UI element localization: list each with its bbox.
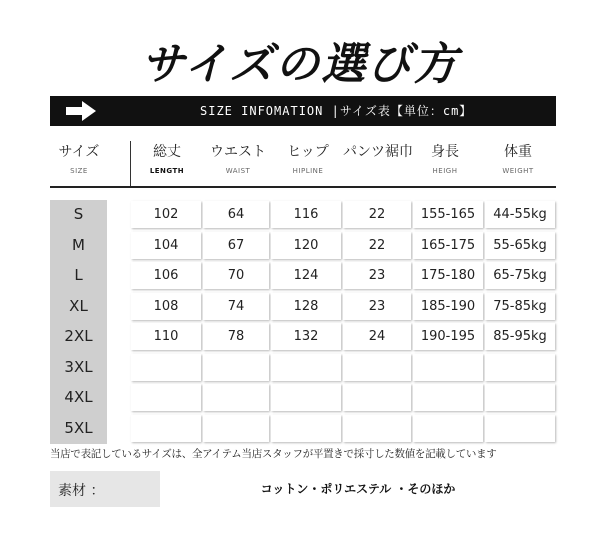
material-row (50, 471, 556, 507)
table-cell (203, 415, 269, 442)
cell-value: 85-95kg (493, 329, 547, 344)
cell-value: 65-75kg (493, 268, 547, 283)
cell-value: 44-55kg (493, 207, 547, 222)
cell-value: 128 (293, 299, 319, 314)
table-cell (413, 415, 483, 442)
table-cell (485, 415, 555, 442)
cell-value: 104 (153, 238, 179, 253)
table-cell (271, 323, 341, 350)
cell-value: 22 (368, 238, 386, 253)
cell-value: 190-195 (420, 329, 476, 344)
cell-value: 175-180 (420, 268, 476, 283)
table-cell (485, 354, 555, 381)
table-cell (203, 323, 269, 350)
header-underline (50, 186, 556, 188)
table-cell (413, 293, 483, 320)
size-info-banner (50, 96, 556, 126)
table-header (50, 141, 556, 187)
table-cell (343, 201, 411, 228)
measurement-note: 当店で表記しているサイズは、全アイテム当店スタッフが平置きで採寸した数値を記載しています (50, 448, 497, 460)
size-label: M (72, 236, 85, 254)
header-hip: ヒップ HIPLINE (287, 144, 329, 175)
table-cell (271, 232, 341, 259)
size-label: XL (69, 297, 88, 315)
cell-value: 23 (368, 268, 386, 283)
table-cell (271, 415, 341, 442)
cell-value: 110 (153, 329, 179, 344)
cell-value: 165-175 (420, 238, 476, 253)
table-cell (413, 232, 483, 259)
header-size: サイズ SIZE (58, 144, 100, 175)
table-cell (203, 293, 269, 320)
cell-value: 64 (227, 207, 245, 222)
size-label: 2XL (64, 327, 93, 345)
table-cell (131, 232, 201, 259)
table-cell (485, 232, 555, 259)
material-value: コットン・ポリエステル ・そのほか (160, 471, 556, 507)
table-cell (271, 354, 341, 381)
size-label: 5XL (64, 419, 93, 437)
table-cell (413, 323, 483, 350)
arrow-right-icon (64, 100, 98, 122)
cell-value: 116 (293, 207, 319, 222)
table-cell (271, 201, 341, 228)
cell-value: 78 (227, 329, 245, 344)
header-weight: 体重 WEIGHT (502, 144, 534, 175)
header-hem-width: パンツ裾巾 (343, 144, 413, 160)
table-cell (131, 415, 201, 442)
cell-value: 22 (368, 207, 386, 222)
header-height: 身長 HEIGH (431, 144, 459, 175)
table-cell (343, 354, 411, 381)
table-cell (131, 323, 201, 350)
table-cell (485, 293, 555, 320)
table-cell (343, 323, 411, 350)
table-cell (203, 232, 269, 259)
cell-value: 120 (293, 238, 319, 253)
table-cell (203, 354, 269, 381)
cell-value: 24 (368, 329, 386, 344)
table-cell (413, 354, 483, 381)
cell-value: 55-65kg (493, 238, 547, 253)
cell-value: 67 (227, 238, 245, 253)
cell-value: 108 (153, 299, 179, 314)
table-cell (131, 384, 201, 411)
table-cell (413, 262, 483, 289)
cell-value: 124 (293, 268, 319, 283)
page-title: サイズの選び方 (140, 39, 460, 90)
table-cell (131, 293, 201, 320)
table-cell (271, 293, 341, 320)
cell-value: 75-85kg (493, 299, 547, 314)
size-label: S (73, 205, 84, 223)
cell-value: 74 (227, 299, 245, 314)
table-cell (131, 354, 201, 381)
table-cell (203, 262, 269, 289)
table-cell (271, 262, 341, 289)
size-label: 4XL (64, 388, 93, 406)
banner-text: SIZE INFOMATION |サイズ表【単位：cm】 (200, 104, 473, 118)
cell-value: 132 (293, 329, 319, 344)
table-cell (343, 262, 411, 289)
header-divider (130, 141, 131, 187)
table-cell (271, 384, 341, 411)
cell-value: 102 (153, 207, 179, 222)
table-cell (343, 384, 411, 411)
table-cell (413, 201, 483, 228)
table-cell (485, 323, 555, 350)
table-cell (485, 201, 555, 228)
size-label: L (74, 266, 83, 284)
cell-value: 155-165 (420, 207, 476, 222)
table-cell (485, 262, 555, 289)
cell-value: 185-190 (420, 299, 476, 314)
size-label: 3XL (64, 358, 93, 376)
table-cell (131, 262, 201, 289)
table-cell (343, 415, 411, 442)
table-cell (485, 384, 555, 411)
cell-value: 106 (153, 268, 179, 283)
header-waist: ウエスト WAIST (210, 144, 266, 175)
material-label: 素材 ： (58, 483, 105, 499)
table-cell (343, 293, 411, 320)
table-cell (131, 201, 201, 228)
header-length: 総丈 LENGTH (149, 144, 185, 175)
table-cell (343, 232, 411, 259)
table-cell (413, 384, 483, 411)
cell-value: 70 (227, 268, 245, 283)
cell-value: 23 (368, 299, 386, 314)
table-cell (203, 384, 269, 411)
table-cell (203, 201, 269, 228)
